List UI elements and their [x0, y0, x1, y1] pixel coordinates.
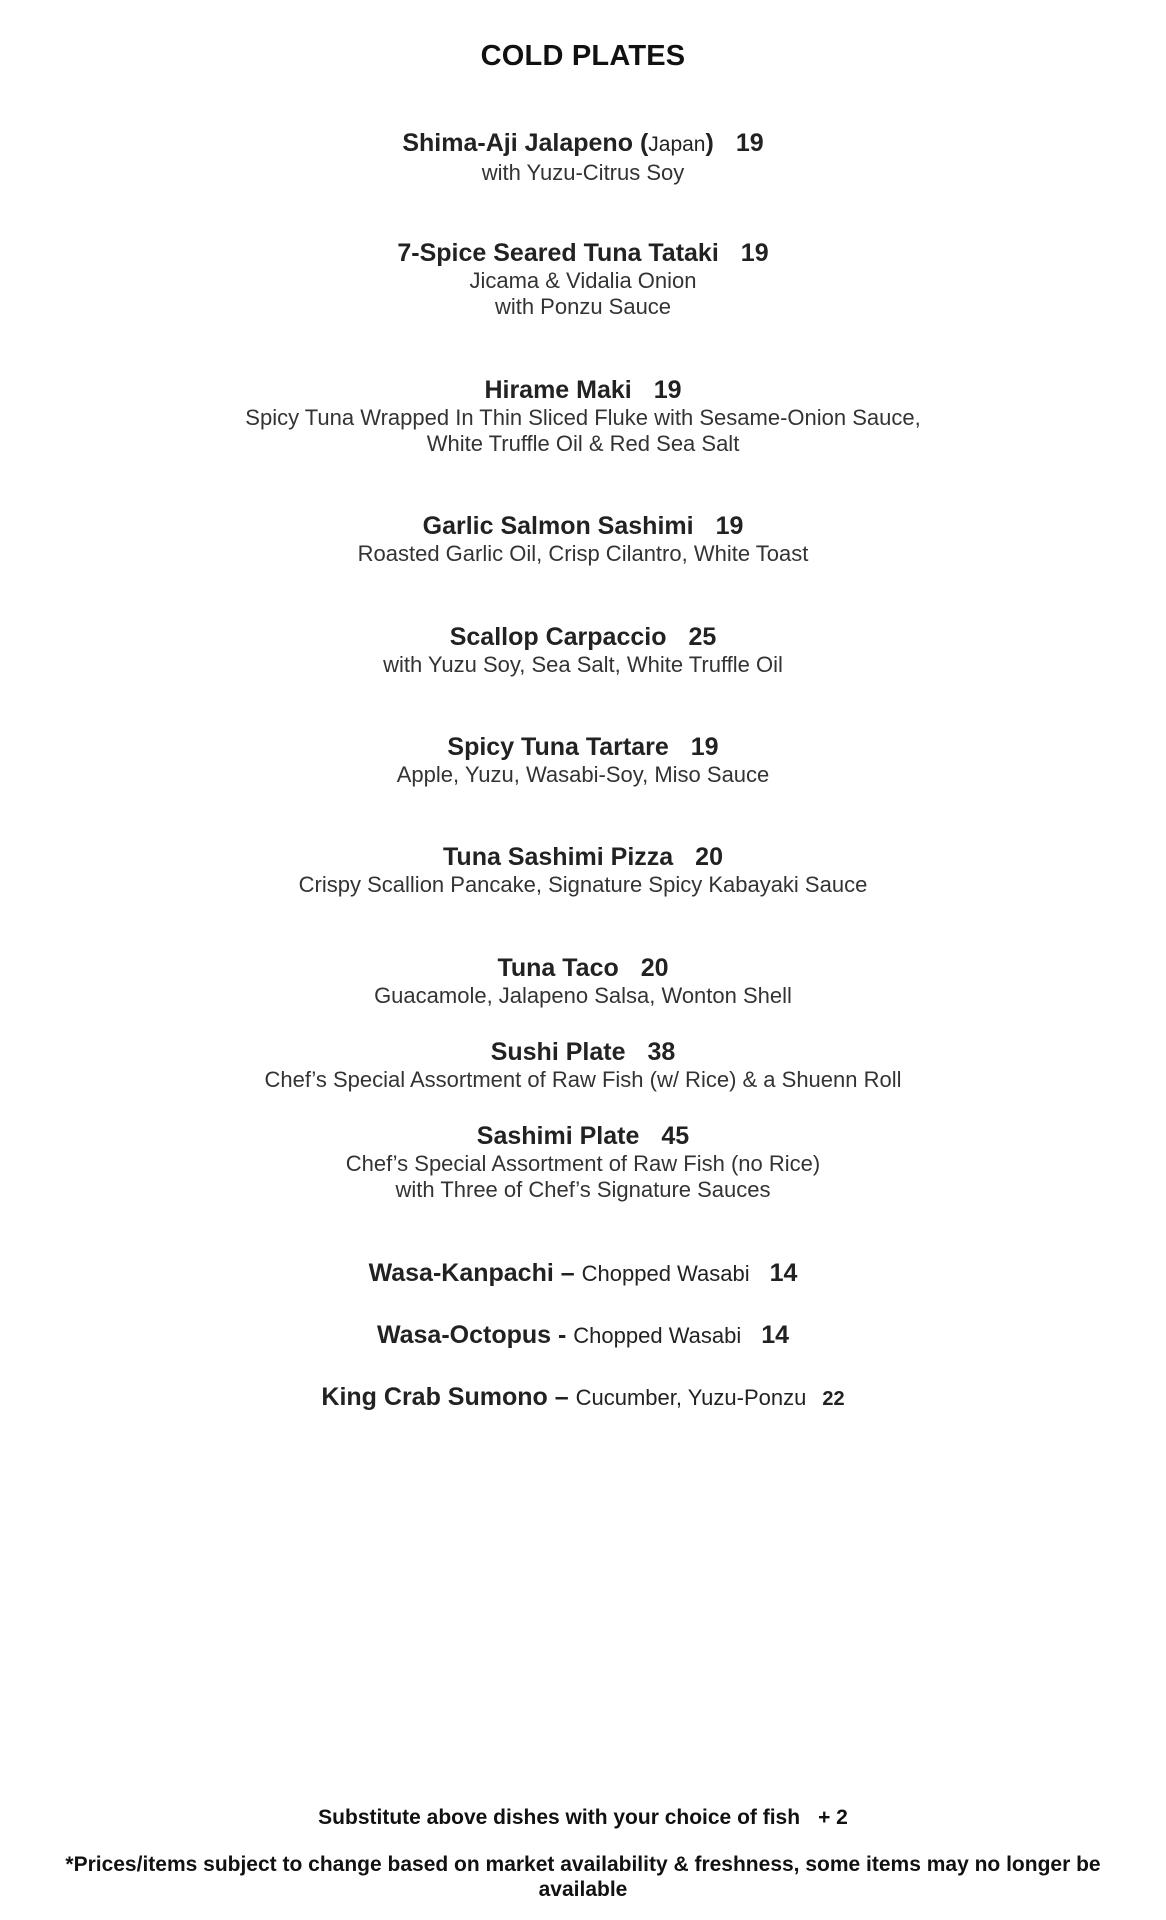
- item-description: Jicama & Vidalia Onion: [469, 268, 697, 293]
- item-name-line: [0, 622, 1166, 652]
- item-description: Chef’s Special Assortment of Raw Fish (w/ Rice) & a Shuenn Roll: [264, 1067, 902, 1092]
- item-description: Cucumber, Yuzu-Ponzu: [575, 1385, 807, 1410]
- item-description: Crispy Scallion Pancake, Signature Spicy Kabayaki Sauce: [298, 872, 868, 897]
- item-description: Chef’s Special Assortment of Raw Fish (no Rice): [345, 1151, 821, 1176]
- item-name: Hirame Maki: [484, 376, 632, 404]
- substitute-note: [0, 1806, 1166, 1830]
- item-description: with Yuzu Soy, Sea Salt, White Truffle Oil: [383, 652, 783, 677]
- disclaimer: *Prices/items subject to change based on market availability & freshness, some items may no longer be available: [65, 1853, 1101, 1901]
- item-price: 19: [690, 733, 719, 761]
- item-description: with Three of Chef’s Signature Sauces: [395, 1177, 771, 1202]
- item-name: Wasa-Kanpachi: [368, 1259, 554, 1287]
- item-description: Chopped Wasabi: [573, 1323, 742, 1348]
- item-name: King Crab Sumono: [321, 1383, 548, 1411]
- menu-item: [0, 732, 1166, 788]
- item-price: 20: [640, 954, 669, 982]
- menu-item: [0, 842, 1166, 898]
- item-price: 19: [735, 129, 764, 157]
- substitute-price: + 2: [818, 1806, 848, 1829]
- item-price: 19: [653, 376, 682, 404]
- menu-item: [0, 238, 1166, 320]
- item-name: Spicy Tuna Tartare: [447, 733, 669, 761]
- item-name-line: [0, 375, 1166, 405]
- item-name-line: [0, 842, 1166, 872]
- item-origin: Japan: [648, 133, 706, 156]
- item-description: Chopped Wasabi: [581, 1261, 750, 1286]
- item-separator: –: [560, 1259, 575, 1287]
- menu-item-inline: [0, 1382, 1166, 1414]
- item-name: Tuna Sashimi Pizza: [443, 843, 674, 871]
- item-name: Sashimi Plate: [476, 1122, 640, 1150]
- item-price: 22: [822, 1388, 845, 1410]
- item-description: Guacamole, Jalapeno Salsa, Wonton Shell: [374, 983, 792, 1008]
- item-name: 7-Spice Seared Tuna Tataki: [397, 239, 719, 267]
- item-name-line: [0, 1037, 1166, 1067]
- item-price: 20: [695, 843, 723, 871]
- menu-item-inline: [0, 1320, 1166, 1351]
- menu-item: [0, 622, 1166, 678]
- item-name: Sushi Plate: [490, 1038, 626, 1066]
- item-description: White Truffle Oil & Red Sea Salt: [426, 431, 740, 456]
- menu-item-inline: [0, 1258, 1166, 1289]
- item-price: 25: [688, 623, 717, 651]
- menu-item: [0, 375, 1166, 457]
- item-price: 19: [715, 512, 744, 540]
- item-price: 38: [647, 1038, 676, 1066]
- item-name-line: [0, 1121, 1166, 1151]
- item-separator: –: [554, 1383, 569, 1411]
- menu-item: [0, 953, 1166, 1009]
- item-name: Scallop Carpaccio: [449, 623, 667, 651]
- item-name: Tuna Taco: [497, 954, 619, 982]
- menu-item: [0, 511, 1166, 567]
- substitute-text: Substitute above dishes with your choice of fish: [318, 1806, 801, 1829]
- item-description: with Ponzu Sauce: [494, 294, 672, 319]
- item-price: 14: [769, 1259, 798, 1287]
- menu-item: [0, 128, 1166, 186]
- item-price: 14: [761, 1321, 790, 1349]
- menu-item: [0, 1037, 1166, 1093]
- item-name-line: [0, 511, 1166, 541]
- item-description: Spicy Tuna Wrapped In Thin Sliced Fluke with Sesame-Onion Sauce,: [245, 405, 921, 430]
- item-name-line: Shima-Aji Jalapeno (Japan) 19: [402, 129, 764, 157]
- menu-item: [0, 1121, 1166, 1203]
- item-name: Wasa-Octopus: [376, 1321, 552, 1349]
- item-name-line: [0, 238, 1166, 268]
- item-description: with Yuzu-Citrus Soy: [481, 160, 685, 185]
- item-description: Roasted Garlic Oil, Crisp Cilantro, White Toast: [357, 541, 809, 566]
- item-name-line: [0, 732, 1166, 762]
- item-separator: -: [558, 1321, 567, 1349]
- item-price: 45: [661, 1122, 690, 1150]
- item-name: Shima-Aji Jalapeno: [402, 129, 633, 157]
- item-description: Apple, Yuzu, Wasabi-Soy, Miso Sauce: [396, 762, 770, 787]
- item-name: Garlic Salmon Sashimi: [422, 512, 694, 540]
- item-name-line: [0, 953, 1166, 983]
- item-price: 19: [740, 239, 769, 267]
- page-title: COLD PLATES: [480, 40, 686, 72]
